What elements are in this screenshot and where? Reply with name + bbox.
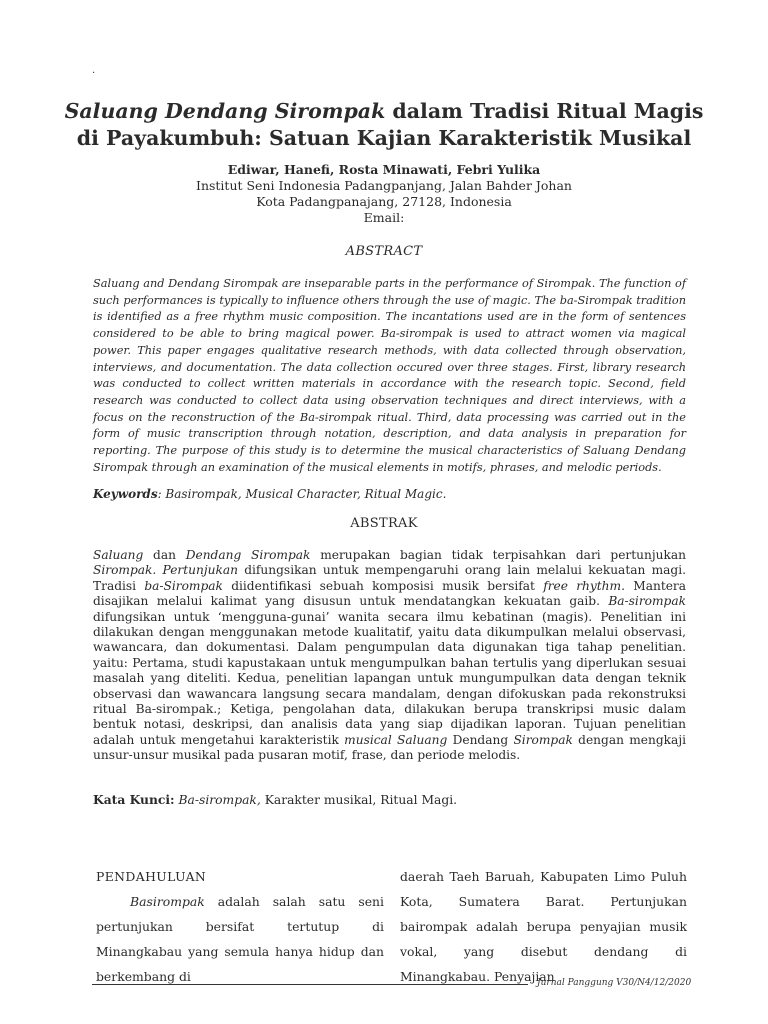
- abstrak-run: Ba-sirompak: [608, 594, 686, 609]
- article-title: [60, 98, 708, 152]
- abstrak-run: free rhythm: [543, 578, 622, 593]
- abstrak-run: difungsikan untuk ‘mengguna-gunai’ wanita secara ilmu kebatinan (magis). Penelitian ini dilakukan dengan menggunakan metode kualitatif, yaitu data dikumpulkan melalui observasi, wawancara, dan dokumentasi. Dalam pengumpulan data digunakan tiga tahap penelitian. yaitu: Pertama, studi kapustakaan untuk mengumpulkan bahan tertulis yang diperlukan sesuai masalah yang diteliti. Kedua, penelitian lapangan untuk mungumpulkan data dengan teknik observasi dan wawancara langsung secara mandalam, dengan difokuskan pada rekonstruksi ritual Ba-sirompak.; Ketiga, pengolahan data, dilakukan berupa transkripsi music dalam bentuk notasi, deskripsi, dan analisis data yang siap dijadikan laporan. Tujuan penelitian adalah untuk mengetahui karakteristik: [93, 609, 686, 747]
- abstrak-run: Sirompak. Pertunjukan: [93, 563, 238, 578]
- abstrak-run: Dendang Sirompak: [185, 548, 311, 562]
- journal-footer: Jurnal Panggung V30/N4/12/2020: [537, 978, 692, 988]
- abstrak-run: diidentifikasi sebuah komposisi musik bersifat: [222, 578, 544, 593]
- abstrak-run: musical Saluang: [344, 732, 448, 747]
- abstrak-heading: ABSTRAK: [350, 516, 418, 531]
- abstrak-run: dengan mengkaji unsur-unsur musikal pada pusaran motif, frase, dan periode melodis.: [93, 732, 686, 763]
- abstrak-run: dan: [143, 548, 186, 562]
- intro-right-column: daerah Taeh Baruah, Kabupaten Limo Puluh Kota, Sumatera Barat. Pertunjukan bairompak adalah berupa penyajian musik vokal, yang disebut dendang di Minangkabau. Penyajian: [400, 869, 687, 984]
- author-email-label: Email:: [363, 210, 405, 225]
- author-names: Ediwar, Hanefi, Rosta Minawati, Febri Yulika: [227, 162, 541, 177]
- keywords-label: Keywords: [93, 487, 158, 501]
- intro-left-text: adalah salah satu seni pertunjukan bersifat tertutup di Minangkabau yang semula hanya hidup dan berkembang di: [96, 894, 384, 984]
- kata-kunci-rest: Karakter musikal, Ritual Magi.: [260, 793, 458, 807]
- keywords-english: [93, 486, 686, 502]
- author-institution: Institut Seni Indonesia Padangpanjang, Jalan Bahder Johan: [196, 178, 572, 193]
- abstrak-run: Saluang: [93, 548, 144, 562]
- abstrak-indonesian-text: [93, 548, 686, 764]
- title-italic-part: Saluang Dendang Sirompak: [64, 99, 386, 123]
- title-line-2: di Payakumbuh: Satuan Kajian Karakteristik Musikal: [76, 126, 692, 150]
- footer-rule: [92, 984, 528, 985]
- title-rest-part: dalam Tradisi Ritual Magis: [385, 99, 704, 123]
- author-city: Kota Padangpanajang, 27128, Indonesia: [256, 194, 512, 209]
- abstrak-run: . Mantera disajikan melalui kalimat yang disusun untuk mendatangkan kekuatan gaib.: [93, 578, 687, 609]
- abstrak-run: merupakan bagian tidak terpisahkan dari pertunjukan: [310, 548, 686, 562]
- abstract-english-text: Saluang and Dendang Sirompak are inseparable parts in the performance of Sirompak. The function of such performances is typically to influence others through the use of magic. The ba-Sirompak tradition is identified as a free rhythm music composition. The incantations used are in the form of sentences considered to be able to bring magical power. Ba-sirompak is used to attract women via magical power. This paper engages qualitative research methods, with data collected through observation, interviews, and documentation. The data collection occured over three stages. First, library research was conducted to collect written materials in accordance with the research topic. Second, field research was conducted to collect data using observation techniques and direct interviews, with a focus on the reconstruction of the Ba-sirompak ritual. Third, data processing was carried out in the form of music transcription through notation, description, and data analysis in preparation for reporting. The purpose of this study is to determine the musical characteristics of Saluang Dendang Sirompak through an examination of the musical elements in motifs, phrases, and melodic periods.: [93, 277, 686, 474]
- kata-kunci-label: Kata Kunci:: [93, 792, 175, 807]
- intro-left-column: [96, 864, 384, 989]
- kata-kunci: [93, 792, 686, 808]
- kata-kunci-italic: Ba-sirompak,: [174, 793, 261, 807]
- intro-heading: PENDAHULUAN: [96, 869, 207, 884]
- stray-mark: .: [92, 65, 96, 76]
- abstrak-run: difungsikan untuk mempengaruhi orang lain melalui kekuatan magi. Tradisi: [93, 563, 686, 593]
- abstrak-run: Sirompak: [513, 732, 573, 747]
- author-block: [60, 162, 708, 226]
- abstract-heading: ABSTRACT: [345, 244, 423, 259]
- title-line-1: [60, 98, 708, 125]
- intro-italic-term: Basirompak: [130, 894, 205, 909]
- keywords-value: : Basirompak, Musical Character, Ritual Magic.: [157, 487, 447, 501]
- abstrak-run: ba-Sirompak: [144, 578, 223, 593]
- intro-paragraph-left: [96, 889, 384, 989]
- abstrak-run: Dendang: [447, 732, 514, 747]
